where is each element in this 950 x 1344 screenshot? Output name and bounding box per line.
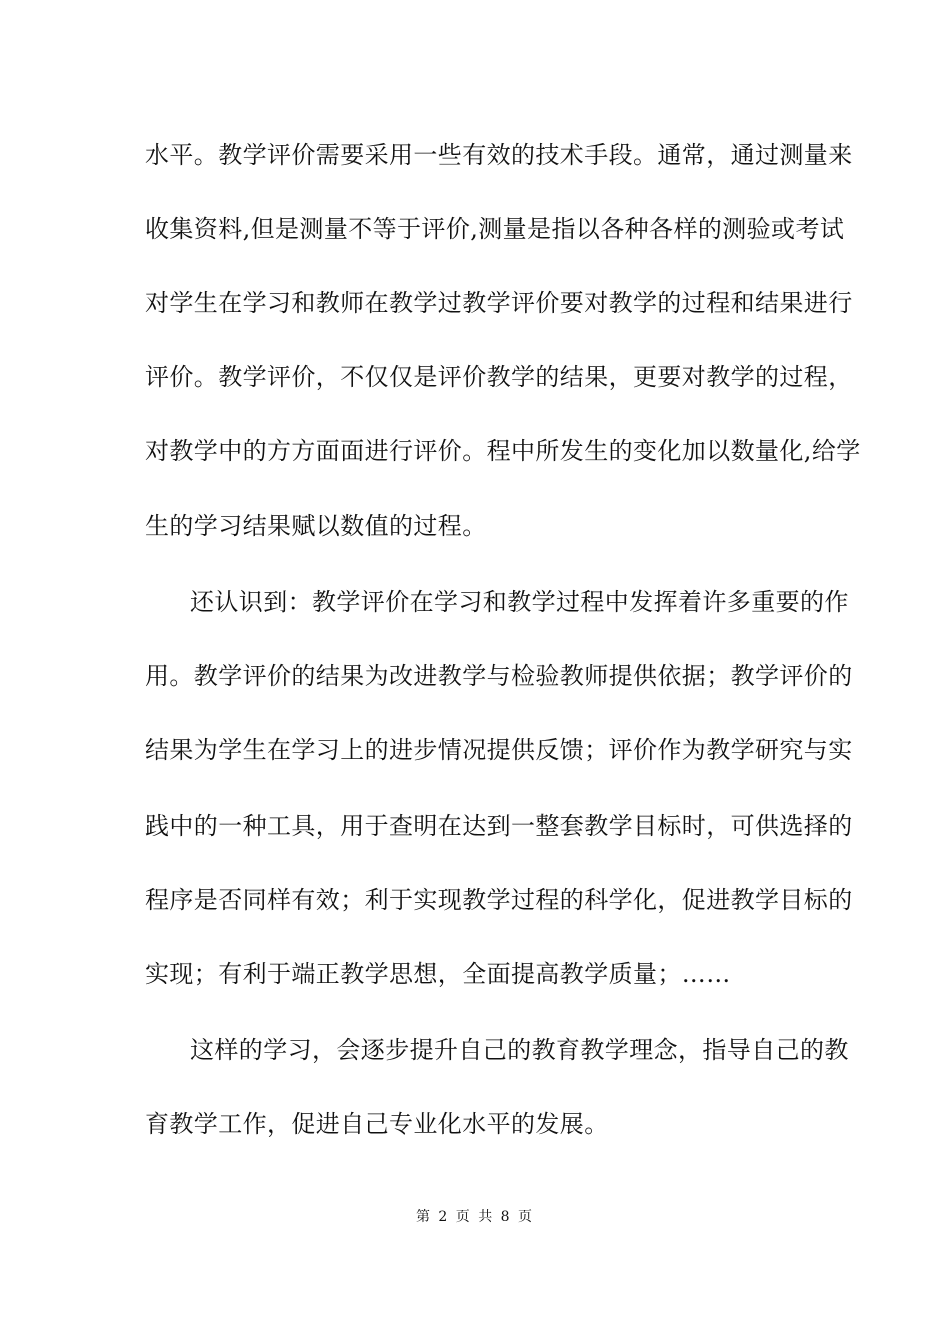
- paragraph-line: 生的学习结果赋以数值的过程。: [145, 512, 487, 540]
- paragraph-line: 践中的一种工具，用于查明在达到一整套教学目标时，可供选择的: [145, 812, 853, 840]
- paragraph-line: 这样的学习，会逐步提升自己的教育教学理念，指导自己的教: [190, 1036, 849, 1064]
- paragraph-line: 用。教学评价的结果为改进教学与检验教师提供依据；教学评价的: [145, 662, 853, 690]
- paragraph-line: 育教学工作，促进自己专业化水平的发展。: [145, 1110, 609, 1138]
- paragraph-line: 还认识到：教学评价在学习和教学过程中发挥着许多重要的作: [190, 588, 849, 616]
- paragraph-line: 评价。教学评价，不仅仅是评价教学的结果，更要对教学的过程，: [145, 363, 853, 391]
- paragraph-line: 程序是否同样有效；利于实现教学过程的科学化，促进教学目标的: [145, 886, 853, 914]
- paragraph-line: 对教学中的方方面面进行评价。程中所发生的变化加以数量化,给学: [145, 437, 861, 465]
- paragraph-line: 水平。教学评价需要采用一些有效的技术手段。通常，通过测量来: [145, 141, 853, 169]
- paragraph-line: 实现；有利于端正教学思想，全面提高教学质量；……: [145, 960, 731, 988]
- page-number-footer: 第 2 页 共 8 页: [415, 1209, 535, 1225]
- paragraph-line: 结果为学生在学习上的进步情况提供反馈；评价作为教学研究与实: [145, 736, 853, 764]
- paragraph-line: 收集资料,但是测量不等于评价,测量是指以各种各样的测验或考试: [145, 215, 845, 243]
- paragraph-line: 对学生在学习和教师在教学过教学评价要对教学的过程和结果进行: [145, 289, 853, 317]
